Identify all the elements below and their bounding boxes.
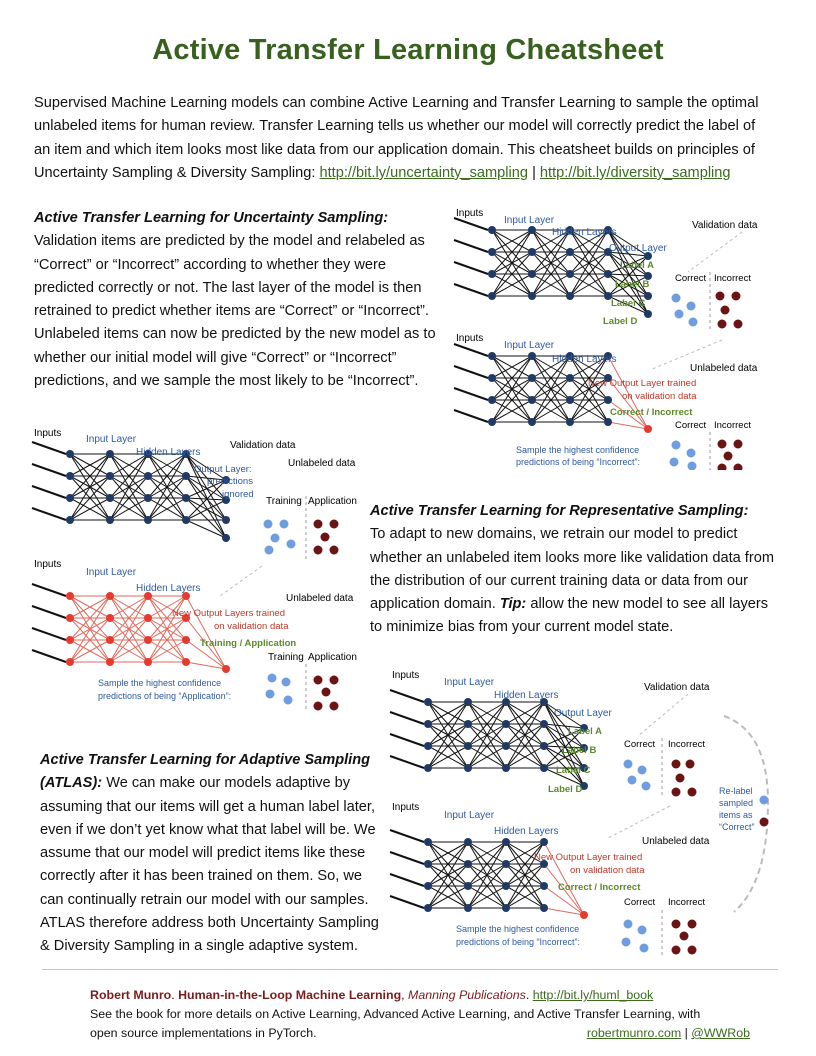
net-node [488, 248, 496, 256]
input-layer-label: Input Layer [504, 215, 555, 226]
net-node [566, 374, 574, 382]
label-c: Label C [611, 298, 646, 309]
net-node [488, 270, 496, 278]
net-node [502, 860, 510, 868]
net-edge [32, 464, 66, 476]
net-node [488, 418, 496, 426]
net-edge [32, 442, 66, 454]
output-layer-label-2: Output Layer [554, 708, 612, 719]
incorrect-dots-3 [672, 760, 697, 797]
label-b-2: Label B [562, 745, 597, 756]
net-edge [32, 584, 66, 596]
net-edge [454, 262, 488, 274]
net-node [540, 720, 548, 728]
incorrect-label-3: Incorrect [668, 739, 705, 750]
uncertainty-body: Validation items are predicted by the model and relabeled as “Correct” or “Incorrect” according to whether they were predicted correctly or not. The last layer of the model is then retrained to predict whether items are “Correct” or “Incorrect”. Unlabeled items can now be predicted by the new model as to whether our initial model will give “Correct” or “Incorrect” predictions, and we sample the most likely to be “Incorrect”. [34, 233, 436, 390]
output-ignored-label-2: predictions [207, 476, 253, 487]
net-node [106, 614, 114, 622]
net-node [464, 882, 472, 890]
net-node [566, 418, 574, 426]
incorrect-dots [716, 292, 743, 329]
page-title: Active Transfer Learning Cheatsheet [152, 34, 664, 66]
dashed-arrow [688, 232, 742, 272]
net-node [106, 472, 114, 480]
net-node [222, 534, 230, 542]
net-node [488, 374, 496, 382]
inputs-label-2: Inputs [456, 333, 484, 344]
unlabeled-data-label: Unlabeled data [690, 363, 758, 374]
training-application-label: Training / Application [200, 638, 297, 649]
label-d-2: Label D [548, 784, 583, 795]
net-node [144, 636, 152, 644]
adaptive-heading: Active Transfer Learning for Adaptive Sampling (ATLAS): [40, 752, 371, 792]
application-label: Application [308, 496, 357, 507]
correct-dots [672, 294, 698, 327]
net-node [182, 658, 190, 666]
net-node [502, 838, 510, 846]
tip-body: allow the new model to see all layers to minimize bias from your current model state. [370, 596, 769, 636]
net-node [502, 742, 510, 750]
net-edge [454, 410, 488, 422]
tip-label: Tip: [499, 596, 527, 613]
on-validation-label: on validation data [622, 391, 697, 402]
output-ignored-label: Output Layer: [194, 464, 252, 475]
output-layer-label: Output Layer [609, 243, 667, 254]
application-dots-2 [314, 676, 339, 711]
relabel-label-1: Re-label [719, 786, 753, 796]
hidden-layers-label-6: Hidden Layers [494, 826, 559, 837]
hidden-layers-label-2: Hidden Layers [552, 354, 617, 365]
twitter-link[interactable]: @WWRob [691, 1026, 750, 1040]
net-node [182, 494, 190, 502]
representative-body: To adapt to new domains, we retrain our model to predict whether an unlabeled item looks more like validation data from the distribution of our current training data or data from our application domain. [370, 526, 774, 613]
adaptive-body: We can make our models adaptive by assuming that our items will get a human label later, even if we don’t yet know what that label will be. We assume that our model will predict items like these correctly after it has been trained on them. So, we can continually retrain our model with our samples. ATLAS therefore address both Uncertainty Sampling & Diversity Sampling in a single adaptive system. [40, 775, 379, 955]
net-edge [390, 734, 424, 746]
sample-highest-label: Sample the highest confidence [516, 445, 640, 455]
net-edge [186, 596, 226, 669]
net-node [424, 838, 432, 846]
pred-application-label: predictions of being “Application”: [98, 691, 232, 701]
net-node [488, 352, 496, 360]
input-layer-label-2: Input Layer [504, 340, 555, 351]
net-edge [454, 240, 488, 252]
application-label-2: Application [308, 652, 357, 663]
label-a: Label A [620, 260, 654, 271]
net-node [528, 374, 536, 382]
label-a-2: Label A [568, 726, 602, 737]
footer-links: robertmunro.com | @WWRob [586, 1026, 750, 1040]
net-node [464, 838, 472, 846]
net-node [644, 310, 652, 318]
net-node [502, 764, 510, 772]
publisher: Manning Publications [408, 988, 526, 1002]
net-node [424, 698, 432, 706]
on-validation-label-2: on validation data [214, 621, 289, 632]
net-node [144, 516, 152, 524]
net-node [540, 742, 548, 750]
new-output-layers-label: New Output Layers trained [172, 608, 286, 619]
net-edge [186, 662, 226, 669]
net-node [464, 764, 472, 772]
book-title: Human-in-the-Loop Machine Learning [178, 988, 402, 1002]
correct-incorrect-label: Correct / Incorrect [610, 407, 693, 418]
net-node [144, 494, 152, 502]
incorrect-label-2: Incorrect [714, 420, 751, 431]
net-node [528, 292, 536, 300]
intro-paragraph [34, 92, 774, 185]
new-output-layer-label-2: New Output Layer trained [534, 852, 643, 863]
net-node [424, 904, 432, 912]
net-edge [390, 874, 424, 886]
net-edge [390, 756, 424, 768]
net-node [144, 614, 152, 622]
hidden-layers-label-3: Hidden Layers [136, 447, 201, 458]
net-node [464, 742, 472, 750]
net-node [66, 516, 74, 524]
net-node [464, 904, 472, 912]
net-edge [32, 508, 66, 520]
author-name: Robert Munro [90, 988, 172, 1002]
net-node [222, 516, 230, 524]
correct-label-2: Correct [675, 420, 707, 431]
net-node [528, 270, 536, 278]
training-label: Training [266, 496, 302, 507]
net-node [182, 472, 190, 480]
dashed-arrow-4 [638, 694, 688, 736]
unlabeled-data-label-3: Unlabeled data [286, 593, 354, 604]
net-node [540, 904, 548, 912]
net-edge [32, 650, 66, 662]
sample-highest-label-3: Sample the highest confidence [456, 924, 580, 934]
net-node [488, 396, 496, 404]
net-node [182, 516, 190, 524]
representative-heading: Active Transfer Learning for Representative Sampling: [370, 503, 749, 519]
uncertainty-sampling-link[interactable]: http://bit.ly/uncertainty_sampling [319, 164, 528, 181]
output-ignored-label-3: ignored [222, 489, 254, 500]
hidden-layers-label-5: Hidden Layers [494, 690, 559, 701]
net-node [66, 636, 74, 644]
net-node [424, 742, 432, 750]
diagram-uncertainty [452, 200, 770, 470]
representative-section [370, 500, 782, 640]
footer [90, 986, 750, 1043]
training-label-2: Training [268, 652, 304, 663]
net-edge [608, 422, 648, 429]
site-link[interactable]: robertmunro.com [586, 1026, 682, 1040]
net-node [222, 665, 230, 673]
relabel-label-4: “Correct” [719, 822, 755, 832]
incorrect-label: Incorrect [714, 273, 751, 284]
inputs-label-6: Inputs [392, 802, 420, 813]
net-rep-bottom [32, 584, 230, 673]
intro-separator: | [532, 164, 536, 181]
footer-line-1: Robert Munro. Human-in-the-Loop Machine Learning, Manning Publications. http://bit.ly/huml_book [90, 988, 654, 1002]
training-dots [264, 520, 296, 555]
net-node [424, 860, 432, 868]
net-edge [32, 606, 66, 618]
net-node [566, 292, 574, 300]
net-node [464, 720, 472, 728]
net-edge [454, 218, 488, 230]
uncertainty-heading: Active Transfer Learning for Uncertainty Sampling: [34, 210, 389, 226]
diversity-sampling-link[interactable]: http://bit.ly/diversity_sampling [539, 164, 731, 181]
input-layer-label-3: Input Layer [86, 434, 137, 445]
net-edge [454, 366, 488, 378]
pred-incorrect-label: predictions of being “Incorrect”: [516, 457, 641, 467]
net-node [502, 882, 510, 890]
net-node [464, 860, 472, 868]
label-c-2: Label C [556, 765, 591, 776]
net-node [528, 352, 536, 360]
net-node [566, 396, 574, 404]
correct-dots-2 [670, 441, 697, 471]
relabel-label-2: sampled [719, 798, 754, 808]
net-edge [454, 344, 488, 356]
validation-data-label-2: Validation data [230, 440, 296, 451]
validation-data-label: Validation data [692, 220, 758, 231]
net-node [566, 270, 574, 278]
net-node [540, 838, 548, 846]
net-edge [390, 712, 424, 724]
footer-line-2: See the book for more details on Active Learning, Advanced Active Learning, and Active Transfer Learning, with [90, 1007, 701, 1021]
application-dots [314, 520, 339, 555]
input-layer-label-5: Input Layer [444, 677, 495, 688]
label-d: Label D [603, 316, 638, 327]
inputs-label: Inputs [456, 208, 484, 219]
footer-divider [42, 969, 778, 970]
net-node [66, 614, 74, 622]
correct-label-3: Correct [624, 739, 656, 750]
net-edge [390, 896, 424, 908]
hidden-layers-label: Hidden Layers [552, 227, 617, 238]
net-node [66, 658, 74, 666]
net-node [106, 450, 114, 458]
on-validation-label-3: on validation data [570, 865, 645, 876]
net-node [540, 882, 548, 890]
input-layer-label-4: Input Layer [86, 567, 137, 578]
hidden-layers-label-4: Hidden Layers [136, 583, 201, 594]
adaptive-section [40, 749, 385, 959]
net-edge [454, 388, 488, 400]
net-node [144, 472, 152, 480]
net-node [644, 425, 652, 433]
incorrect-label-4: Incorrect [668, 897, 705, 908]
relabel-label-3: items as [719, 810, 753, 820]
net-node [580, 911, 588, 919]
net-node [528, 248, 536, 256]
sample-highest-label-2: Sample the highest confidence [98, 678, 222, 688]
net-node [424, 882, 432, 890]
relabel-dot-light [760, 796, 769, 805]
dashed-arrow-3 [220, 566, 262, 596]
net-node [488, 292, 496, 300]
net-edge [32, 628, 66, 640]
net-node [106, 636, 114, 644]
net-node [464, 698, 472, 706]
net-node [66, 494, 74, 502]
relabel-dot-dark [760, 818, 769, 827]
dashed-arrow-5 [608, 806, 670, 838]
net-edge [390, 830, 424, 842]
net-node [528, 396, 536, 404]
inputs-label-4: Inputs [34, 559, 62, 570]
net-edge [186, 498, 226, 538]
net-node [528, 226, 536, 234]
net-node [144, 658, 152, 666]
unlabeled-data-label-2: Unlabeled data [288, 458, 356, 469]
net-atlas-bottom [390, 830, 588, 919]
input-layer-label-6: Input Layer [444, 810, 495, 821]
net-node [66, 450, 74, 458]
net-node [106, 516, 114, 524]
net-edge [454, 284, 488, 296]
diagram-atlas [388, 662, 780, 962]
correct-dots-4 [622, 920, 649, 953]
net-node [182, 636, 190, 644]
net-node [424, 720, 432, 728]
net-node [106, 658, 114, 666]
diagram-representative [30, 420, 366, 720]
label-b: Label B [615, 279, 650, 290]
inputs-label-3: Inputs [34, 428, 62, 439]
correct-label: Correct [675, 273, 707, 284]
net-node [604, 418, 612, 426]
net-node [502, 904, 510, 912]
net-node [66, 592, 74, 600]
training-dots-2 [266, 674, 293, 705]
net-node [488, 226, 496, 234]
incorrect-dots-2 [718, 440, 743, 471]
net-node [528, 418, 536, 426]
net-edge [544, 908, 584, 915]
uncertainty-section [34, 207, 444, 393]
correct-dots-3 [624, 760, 651, 791]
net-edge [32, 486, 66, 498]
net-node [502, 720, 510, 728]
footer-line-3: open source implementations in PyTorch. [90, 1026, 317, 1040]
net-node [604, 270, 612, 278]
new-output-layer-label: New Output Layer trained [588, 378, 697, 389]
net-edge [390, 690, 424, 702]
net-node [106, 592, 114, 600]
net-node [106, 494, 114, 502]
net-edge [390, 852, 424, 864]
unlabeled-data-label-4: Unlabeled data [642, 836, 710, 847]
validation-data-label-3: Validation data [644, 682, 710, 693]
net-node [66, 472, 74, 480]
correct-label-4: Correct [624, 897, 656, 908]
net-node [604, 396, 612, 404]
net-node [566, 248, 574, 256]
incorrect-dots-4 [672, 920, 697, 955]
book-link[interactable]: http://bit.ly/huml_book [532, 988, 654, 1002]
representative-body-wrap [370, 523, 782, 639]
correct-incorrect-label-2: Correct / Incorrect [558, 882, 641, 893]
pred-incorrect-label-2: predictions of being “Incorrect”: [456, 937, 581, 947]
inputs-label-5: Inputs [392, 670, 420, 681]
net-node [540, 764, 548, 772]
net-node [424, 764, 432, 772]
intro-text: Supervised Machine Learning models can combine Active Learning and Transfer Learning to sample the optimal unlabeled items for human review. Transfer Learning tells us whether our model will correctly predict the label of an item and which item looks most like data from our application domain. This cheatsheet builds on principles of Uncertainty Sampling & Diversity Sampling: [34, 95, 759, 181]
